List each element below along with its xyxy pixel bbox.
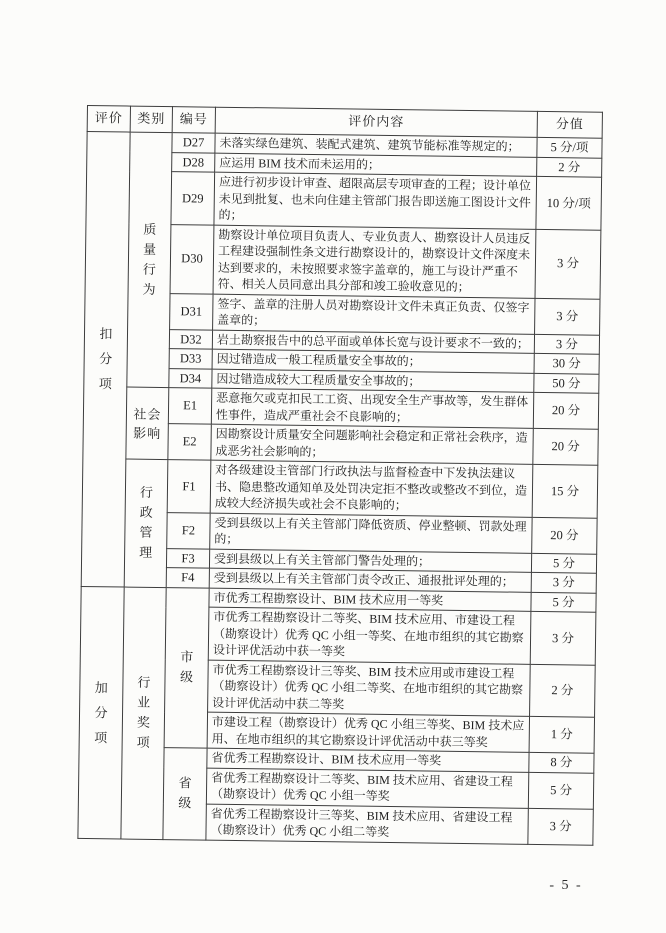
score-cell: 3 分 bbox=[534, 334, 599, 354]
content-cell: 省优秀工程勘察设计二等奖、BIM 技术应用、省建设工程（勘察设计）优秀 QC 小组一等奖 bbox=[206, 768, 528, 808]
group-label-deduction: 扣分项 bbox=[98, 326, 113, 392]
code-cell: D30 bbox=[170, 224, 214, 294]
code-cell: D31 bbox=[170, 293, 213, 330]
level-label-province: 省级 bbox=[178, 775, 192, 811]
score-cell: 1 分 bbox=[529, 716, 594, 753]
score-cell: 5 分 bbox=[531, 592, 596, 612]
content-cell: 受到县级以上有关主管部门责令改正、通报批评处理的； bbox=[209, 568, 531, 592]
score-cell: 15 分 bbox=[532, 464, 598, 517]
content-cell: 省优秀工程勘察设计、BIM 技术应用一等奖 bbox=[207, 748, 529, 772]
header-cell-evaluation: 评价 bbox=[87, 106, 130, 133]
table-row-f1 bbox=[82, 458, 598, 517]
content-cell: 受到县级以上有关主管部门降低资质、停业整顿、罚款处理的； bbox=[210, 513, 532, 553]
score-cell: 3 分 bbox=[535, 298, 600, 335]
code-cell: F4 bbox=[166, 568, 209, 588]
score-cell: 3 分 bbox=[530, 611, 596, 664]
score-cell: 10 分/项 bbox=[536, 176, 602, 229]
content-cell: 市建设工程（勘察设计）优秀 QC 小组三等奖、BIM 技术应用、在地市组织的其它勘察设计评优活动中获三等奖 bbox=[207, 712, 529, 752]
scanned-sheet bbox=[77, 105, 603, 845]
page-number: - 5 - bbox=[549, 878, 583, 893]
content-cell: 未落实绿色建筑、装配式建筑、建筑节能标准等规定的； bbox=[215, 133, 537, 157]
content-cell: 勘察设计单位项目负责人、专业负责人、勘察设计人员违反工程建设强制性条文进行勘察设计的，勘察设计文件深度未达到要求的，未按照要求签字盖章的，施工与设计严重不符、相关人员同意出具分部和竣工验收意见的； bbox=[213, 225, 536, 298]
content-cell: 市优秀工程勘察设计、BIM 技术应用一等奖 bbox=[209, 588, 531, 612]
category-label-quality: 质量行为 bbox=[142, 221, 157, 297]
code-cell: F3 bbox=[166, 548, 209, 568]
level-label-city: 市级 bbox=[179, 649, 194, 685]
code-cell: E2 bbox=[168, 424, 211, 461]
content-cell: 市优秀工程勘察设计二等奖、BIM 技术应用、市建设工程（勘察设计）优秀 QC 小组一等奖、在地市组织的其它勘察设计评优活动中获一等奖 bbox=[208, 607, 531, 664]
code-cell: F1 bbox=[167, 460, 211, 513]
content-cell: 岩土勘察报告中的总平面或单体长宽与设计要求不一致的； bbox=[212, 330, 534, 354]
category-cell-social bbox=[126, 387, 169, 460]
level-cell-province bbox=[163, 748, 207, 840]
table-row-e1 bbox=[83, 386, 598, 429]
score-cell: 20 分 bbox=[533, 392, 598, 429]
code-cell: D33 bbox=[169, 349, 212, 369]
content-cell: 市优秀工程勘察设计三等奖、BIM 技术应用或市建设工程（勘察设计）优秀 QC 小组二等奖、在地市组织的其它勘察设计评优活动中获二等奖 bbox=[208, 660, 531, 717]
code-cell: F2 bbox=[167, 512, 210, 549]
level-cell-city bbox=[164, 587, 209, 748]
content-cell: 签字、盖章的注册人员对勘察设计文件未真正负责、仅签字盖章的； bbox=[213, 294, 535, 334]
score-cell: 5 分 bbox=[528, 772, 593, 809]
code-cell: D29 bbox=[171, 172, 215, 225]
score-cell: 3 分 bbox=[535, 229, 601, 299]
code-cell: D27 bbox=[172, 133, 215, 153]
score-cell: 2 分 bbox=[530, 664, 596, 717]
score-cell: 3 分 bbox=[528, 808, 593, 845]
score-cell: 3 分 bbox=[531, 572, 596, 592]
content-cell: 恶意拖欠或克扣民工工资、出现安全生产事故等，发生群体性事件，造成严重社会不良影响的； bbox=[211, 388, 533, 428]
group-cell-deduction bbox=[81, 132, 130, 587]
score-cell: 30 分 bbox=[534, 353, 599, 373]
score-cell: 50 分 bbox=[534, 373, 599, 393]
code-cell: D34 bbox=[169, 368, 212, 388]
content-cell: 因勘察设计质量安全问题影响社会稳定和正常社会秩序，造成恶劣社会影响的； bbox=[211, 424, 533, 464]
group-cell-bonus bbox=[78, 586, 124, 839]
category-cell-industry bbox=[121, 587, 166, 840]
content-cell: 省优秀工程勘察设计三等奖、BIM 技术应用、省建设工程（勘察设计）优秀 QC 小组二等奖 bbox=[206, 804, 528, 844]
header-cell-content: 评价内容 bbox=[215, 107, 537, 137]
category-label-industry: 行业奖项 bbox=[136, 674, 151, 750]
group-label-bonus: 加分项 bbox=[94, 679, 108, 745]
header-cell-category: 类别 bbox=[130, 106, 172, 133]
category-cell-admin bbox=[124, 459, 168, 587]
code-cell: E1 bbox=[168, 388, 211, 425]
category-label-admin: 行政管理 bbox=[139, 484, 154, 561]
category-label-social: 社会影响 bbox=[133, 406, 162, 441]
content-cell: 因过错造成较大工程质量安全事故的； bbox=[212, 369, 534, 393]
score-cell: 20 分 bbox=[532, 517, 597, 554]
content-cell: 应进行初步设计审查、超限高层专项审查的工程；设计单位未见到批复、也未向住建主管部门报告即送施工图设计文件的； bbox=[214, 172, 537, 229]
score-cell: 2 分 bbox=[537, 157, 602, 177]
header-cell-score: 分值 bbox=[537, 111, 602, 138]
evaluation-table bbox=[77, 105, 603, 845]
score-cell: 5 分 bbox=[531, 553, 596, 573]
content-cell: 对各级建设主管部门行政执法与监督检查中下发执法建议书、隐患整改通知单及处罚决定拒不整改或整改不到位，造成较大经济损失或社会不良影响的； bbox=[210, 460, 533, 517]
category-cell-quality bbox=[127, 132, 172, 388]
header-cell-code: 编号 bbox=[172, 107, 215, 134]
content-cell: 因过错造成一般工程质量安全事故的； bbox=[212, 349, 534, 373]
code-cell: D32 bbox=[169, 329, 212, 349]
score-cell: 8 分 bbox=[529, 752, 594, 772]
code-cell: D28 bbox=[172, 152, 215, 172]
score-cell: 20 分 bbox=[533, 428, 598, 465]
content-cell: 受到县级以上有关主管部门警告处理的； bbox=[209, 549, 531, 573]
content-cell: 应运用 BIM 技术而未运用的； bbox=[215, 153, 537, 177]
score-cell: 5 分/项 bbox=[537, 137, 602, 157]
